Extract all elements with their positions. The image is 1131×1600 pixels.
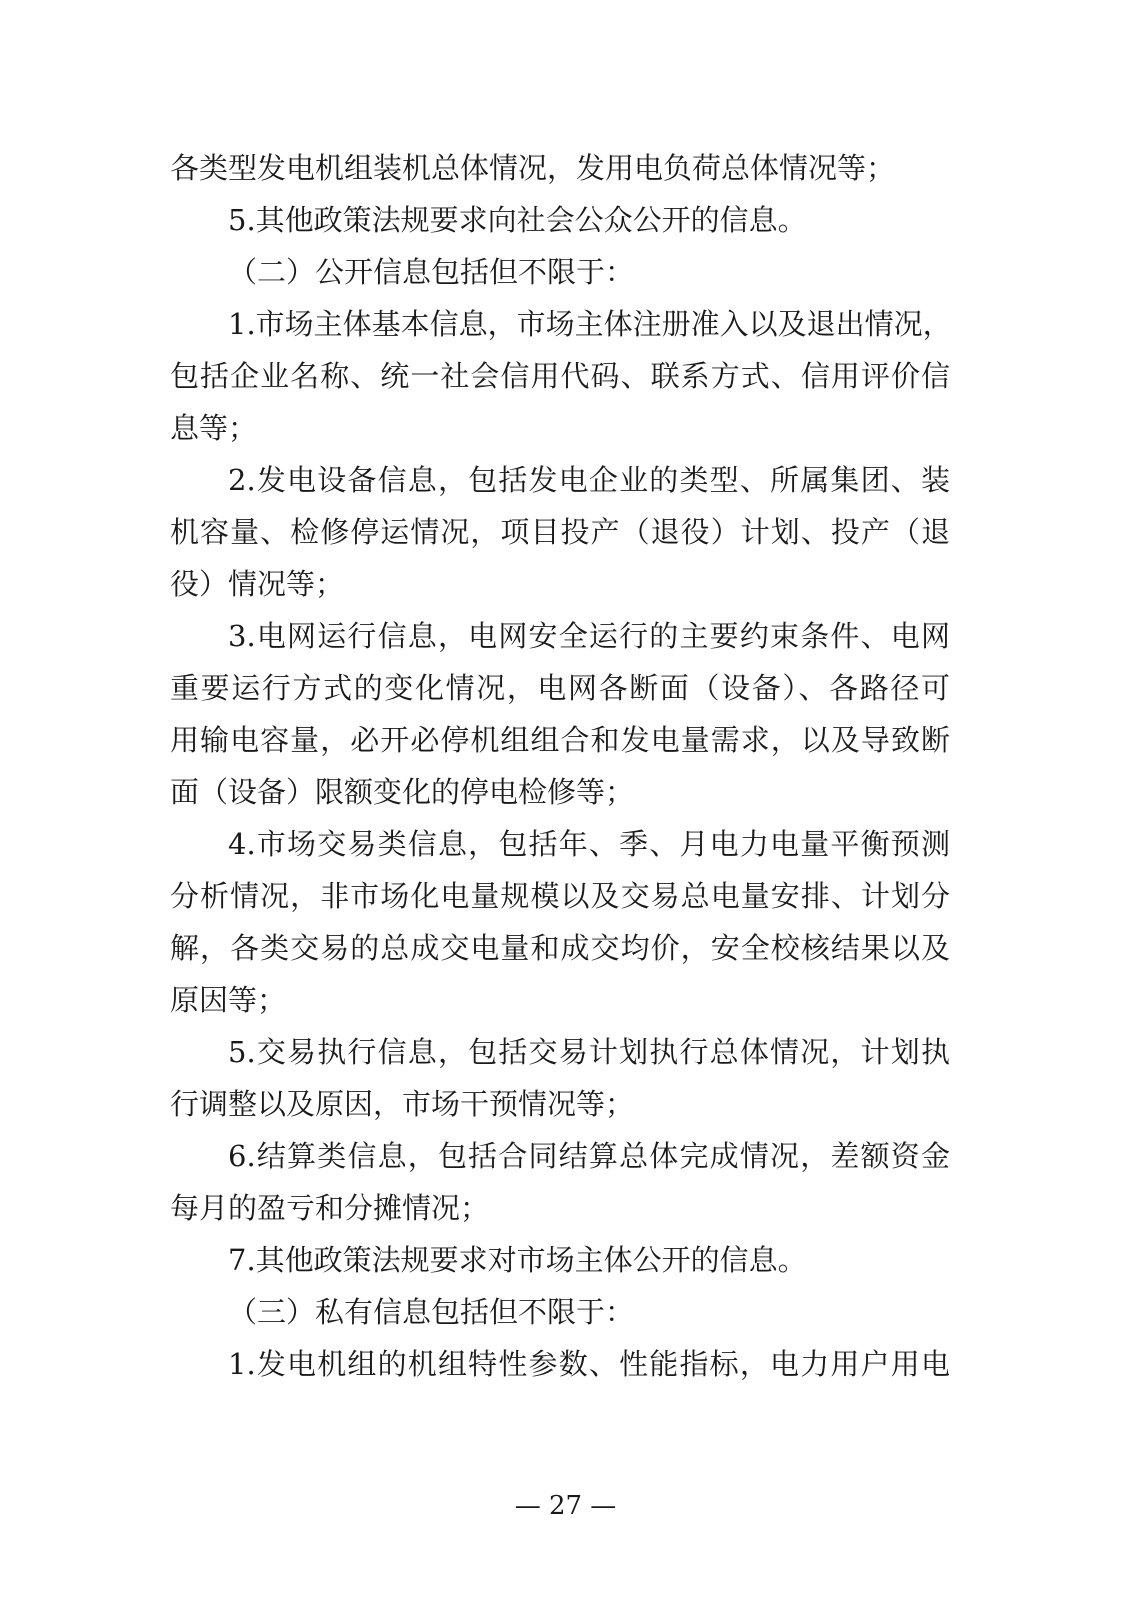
section-heading: （二）公开信息包括但不限于： <box>228 255 635 289</box>
text-line: 息等； <box>170 411 258 445</box>
text-line: 5.交易执行信息，包括交易计划执行总体情况，计划执 <box>228 1035 950 1069</box>
text-line: 行调整以及原因，市场干预情况等； <box>170 1087 635 1121</box>
text-line: 2.发电设备信息，包括发电企业的类型、所属集团、装 <box>228 463 950 497</box>
text-line: 每月的盈亏和分摊情况； <box>170 1191 490 1225</box>
text-line: 4.市场交易类信息，包括年、季、月电力电量平衡预测 <box>228 827 950 861</box>
text-line: 分析情况，非市场化电量规模以及交易总电量安排、计划分 <box>170 879 950 913</box>
text-line: 1.发电机组的机组特性参数、性能指标，电力用户用电 <box>228 1347 950 1381</box>
text-line: 用输电容量，必开必停机组组合和发电量需求，以及导致断 <box>170 723 950 757</box>
text-line: 面（设备）限额变化的停电检修等； <box>170 775 635 809</box>
section-heading: （三）私有信息包括但不限于： <box>228 1295 635 1329</box>
text-line: 各类型发电机组装机总体情况，发用电负荷总体情况等； <box>170 151 896 185</box>
text-line: 1.市场主体基本信息，市场主体注册准入以及退出情况， <box>228 307 952 341</box>
text-line: 3.电网运行信息，电网安全运行的主要约束条件、电网 <box>228 619 950 653</box>
text-line: 重要运行方式的变化情况，电网各断面（设备）、各路径可 <box>170 671 950 705</box>
text-line: 机容量、检修停运情况，项目投产（退役）计划、投产（退 <box>170 515 950 549</box>
text-line: 5.其他政策法规要求向社会公众公开的信息。 <box>228 203 807 237</box>
page-number: — 27 — <box>514 1491 617 1521</box>
text-line: 原因等； <box>170 983 287 1017</box>
text-line: 役）情况等； <box>170 567 345 601</box>
text-line: 解，各类交易的总成交电量和成交均价，安全校核结果以及 <box>170 931 950 965</box>
text-line: 6.结算类信息，包括合同结算总体完成情况，差额资金 <box>228 1139 950 1173</box>
text-line: 7.其他政策法规要求对市场主体公开的信息。 <box>228 1243 807 1277</box>
text-line: 包括企业名称、统一社会信用代码、联系方式、信用评价信 <box>170 359 950 393</box>
